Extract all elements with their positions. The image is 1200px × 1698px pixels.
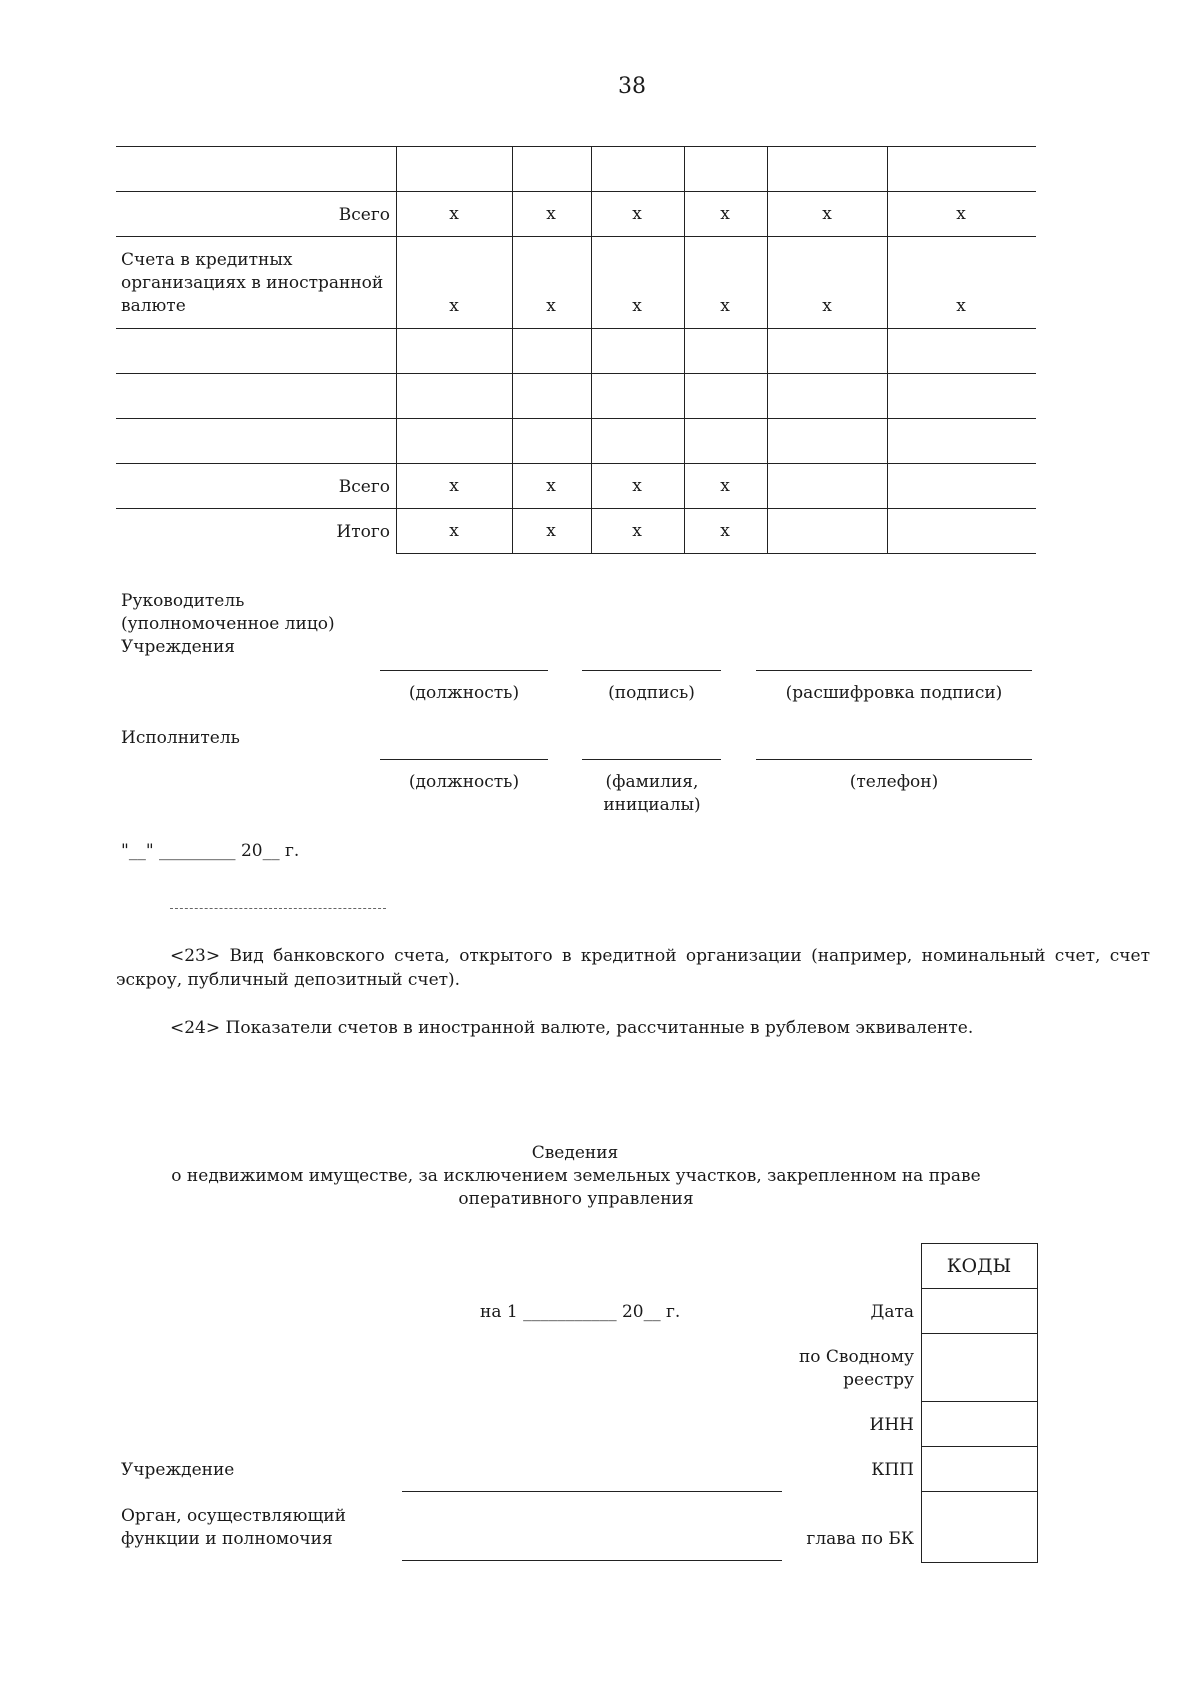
caption-name-initials: (фамилия, инициалы) xyxy=(603,772,701,815)
table-cell-x: x xyxy=(956,296,966,316)
table-col-line xyxy=(591,146,592,553)
code-label-date: Дата xyxy=(870,1302,914,1322)
table-line xyxy=(116,373,1036,374)
table-cell-x: x xyxy=(546,521,556,541)
footnote-24 xyxy=(116,1016,1150,1040)
footnote-text: <23> Вид банковского счета, открытого в кредитной организации (например, номинальный счет, счет эскроу, публичный депозитный счет). xyxy=(116,946,1150,990)
table-col-line xyxy=(396,146,397,553)
table-cell-x: x xyxy=(632,204,642,224)
accounts-table xyxy=(0,0,1200,560)
table-line xyxy=(116,508,1036,509)
head-label: Руководитель (уполномоченное лицо) Учреждения xyxy=(121,591,335,657)
code-label-kpp: КПП xyxy=(871,1460,914,1480)
code-label-inn: ИНН xyxy=(869,1415,914,1435)
table-line xyxy=(116,463,1036,464)
institution-label: Учреждение xyxy=(121,1460,235,1480)
row-label-total: Всего xyxy=(338,477,390,497)
codes-line xyxy=(921,1401,1037,1402)
table-cell-x: x xyxy=(632,296,642,316)
authority-label: Орган, осуществляющий функции и полномочия xyxy=(121,1506,346,1549)
signature-line xyxy=(582,759,721,760)
signature-date: "__" _________ 20__ г. xyxy=(121,841,300,861)
signature-line xyxy=(380,759,548,760)
table-cell-x: x xyxy=(720,204,730,224)
table-cell-x: x xyxy=(720,296,730,316)
table-line xyxy=(116,236,1036,237)
codes-box xyxy=(921,1243,1038,1563)
code-label-budget-chapter: глава по БК xyxy=(806,1529,914,1549)
table-line xyxy=(116,191,1036,192)
caption-signature: (подпись) xyxy=(608,683,695,703)
footnote-divider xyxy=(170,908,386,909)
page-number: 38 xyxy=(618,74,646,99)
caption-position: (должность) xyxy=(408,683,520,703)
table-cell-x: x xyxy=(632,521,642,541)
table-cell-x: x xyxy=(449,476,459,496)
table-cell-x: x xyxy=(632,476,642,496)
table-cell-x: x xyxy=(449,204,459,224)
table-line xyxy=(116,146,1036,147)
table-cell-x: x xyxy=(956,204,966,224)
table-cell-x: x xyxy=(822,296,832,316)
authority-line xyxy=(402,1560,782,1561)
footnote-text: <24> Показатели счетов в иностранной валюте, рассчитанные в рублевом эквиваленте. xyxy=(170,1018,974,1038)
table-cell-x: x xyxy=(546,296,556,316)
section-title: Сведения xyxy=(531,1143,619,1163)
footnote-23 xyxy=(116,944,1150,992)
table-cell-x: x xyxy=(720,521,730,541)
section-subtitle: о недвижимом имуществе, за исключением земельных участков, закрепленном на праве оперативного управления xyxy=(171,1166,981,1209)
row-label-grand-total: Итого xyxy=(336,522,390,542)
signature-line xyxy=(380,670,548,671)
codes-header: КОДЫ xyxy=(946,1255,1012,1277)
table-cell-x: x xyxy=(546,204,556,224)
table-col-line xyxy=(512,146,513,553)
signature-line xyxy=(582,670,721,671)
report-date: на 1 ___________ 20__ г. xyxy=(480,1302,681,1322)
table-cell-x: x xyxy=(720,476,730,496)
table-line xyxy=(116,418,1036,419)
signature-line xyxy=(756,670,1032,671)
table-col-line xyxy=(887,146,888,553)
table-col-line xyxy=(684,146,685,553)
table-cell-x: x xyxy=(449,296,459,316)
caption-position: (должность) xyxy=(408,772,520,792)
table-line xyxy=(116,328,1036,329)
table-cell-x: x xyxy=(822,204,832,224)
institution-line xyxy=(402,1491,782,1492)
executor-label: Исполнитель xyxy=(121,728,240,748)
codes-line xyxy=(921,1491,1037,1492)
codes-line xyxy=(921,1288,1037,1289)
signature-line xyxy=(756,759,1032,760)
table-col-line xyxy=(767,146,768,553)
caption-signature-decoding: (расшифровка подписи) xyxy=(785,683,1003,703)
table-cell-x: x xyxy=(449,521,459,541)
row-label-foreign-accounts: Счета в кредитных организациях в иностранной валюте xyxy=(121,250,384,316)
code-label-registry: по Сводному реестру xyxy=(798,1347,914,1390)
caption-phone: (телефон) xyxy=(849,772,939,792)
table-line xyxy=(396,553,1036,554)
codes-line xyxy=(921,1333,1037,1334)
table-cell-x: x xyxy=(546,476,556,496)
row-label-total: Всего xyxy=(338,205,390,225)
codes-line xyxy=(921,1446,1037,1447)
